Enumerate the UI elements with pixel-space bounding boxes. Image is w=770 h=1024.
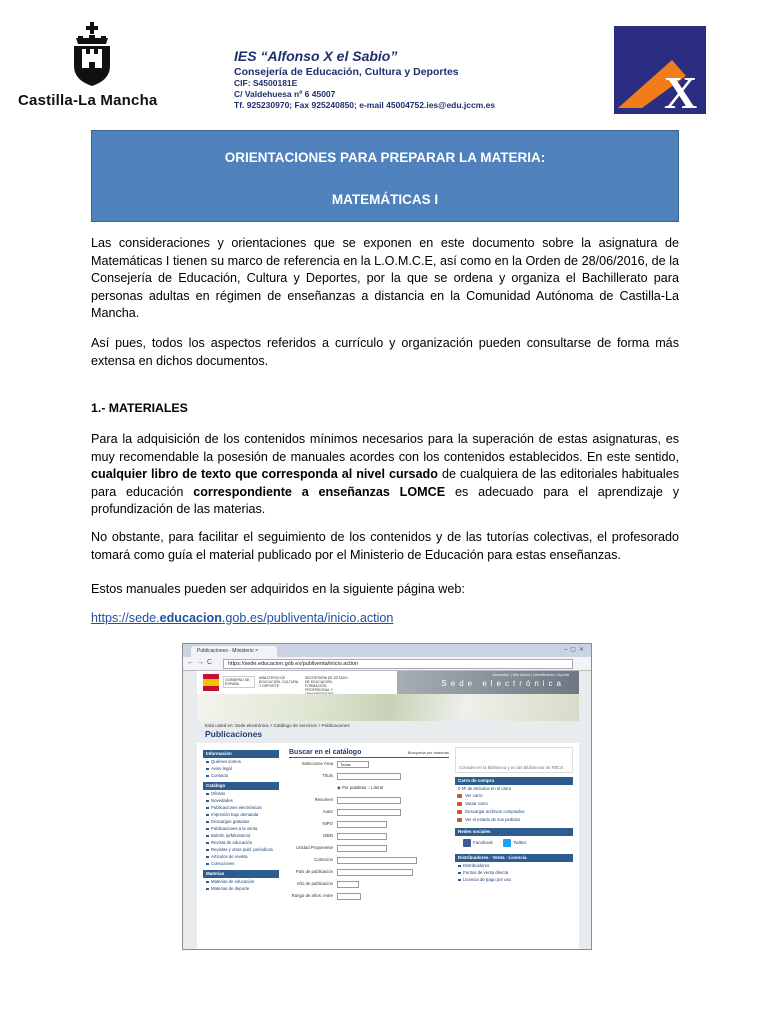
- cif: CIF: S4500181E: [234, 78, 298, 88]
- search-field-row: [289, 821, 449, 830]
- search-field-input: [337, 857, 417, 864]
- site-sidebar-item: Publicaciones electrónicas: [203, 804, 279, 811]
- search-field-row: [289, 833, 449, 842]
- window-controls-icon: –▢✕: [563, 647, 587, 653]
- spain-flag-icon: [203, 674, 219, 691]
- materials-text-e: es adecuado para el aprendizaje y profundización de las materias.: [91, 484, 680, 516]
- search-field-label: Rango de años: entre: [291, 893, 333, 898]
- contact-line: Tf. 925230970; Fax 925240850; e-mail 45004752.ies@edu.jccm.es: [234, 100, 496, 110]
- browser-nav-icons: ←→C: [187, 659, 216, 666]
- site-sidebar-item: Novedades: [203, 797, 279, 804]
- social-title: Redes sociales: [455, 828, 573, 836]
- library-card-text: Consulte en la Biblioteca y en las Bibliotecas de RBCE: [459, 765, 564, 770]
- site-sidebar: [203, 747, 279, 892]
- site-sidebar-item: Descargas gratuitas: [203, 818, 279, 825]
- materials-paragraph-1: [91, 431, 679, 519]
- site-page-title: Publicaciones: [205, 729, 263, 739]
- ministry-label-2: MINISTERIO DE EDUCACIÓN, CULTURA Y DEPORTE: [259, 676, 299, 688]
- search-field-label: Título: [322, 773, 333, 778]
- site-page: [197, 743, 579, 950]
- social-links: [455, 836, 573, 850]
- site-search-form: [289, 749, 449, 902]
- site-sidebar-item: Contacto: [203, 772, 279, 779]
- site-banner: [197, 671, 579, 694]
- ministry-label: GOBIERNO DE ESPAÑA: [223, 676, 255, 688]
- site-sidebar-item: Colecciones: [203, 860, 279, 867]
- intro-paragraph-1: Las consideraciones y orientaciones que se exponen en este documento sobre la asignatura de Matemáticas I tienen su marco de referencia en la L.O.M.C.E, así como en la Orden de 28/06/2016, de la Consejería de Educación, Cultura y Deportes, por la que se ordena y organiza el Bachillerato para personas adultas en régimen de enseñanzas a distancia en la Comunidad Autónoma de Castilla-La Mancha.: [91, 236, 679, 320]
- cart-title: Carro de compra: [455, 777, 573, 785]
- site-sidebar-item: Revista de educación: [203, 839, 279, 846]
- search-field-row: [289, 797, 449, 806]
- search-field-label: Resumen: [314, 797, 333, 802]
- site-sidebar-item: Impresión bajo demanda: [203, 811, 279, 818]
- sede-links: Accesible | Mis datos | Identificarse | Ayuda: [492, 672, 569, 677]
- site-sidebar-item: Revistas y otras publ. periódicas: [203, 846, 279, 853]
- twitter-link: Twitter: [503, 839, 526, 847]
- search-field-input: [337, 773, 401, 780]
- facebook-icon: [463, 839, 471, 847]
- browser-tab: Publicaciones - Ministerio ×: [191, 646, 277, 657]
- cart-button: Ver el estado de sus pedidos: [455, 816, 573, 824]
- link-part-a: https://sede.: [91, 611, 160, 625]
- search-field-input: Todas: [337, 761, 369, 768]
- site-sidebar-heading: Catálogo: [203, 782, 279, 790]
- school-header: [234, 48, 604, 111]
- castle-crest-icon: [70, 22, 114, 88]
- title-box: [91, 130, 679, 222]
- intro-paragraph-2: Así pues, todos los aspectos referidos a currículo y organización pueden consultarse de forma más extensa en dichos documentos.: [91, 336, 679, 368]
- site-sidebar-item: Artículos de revista: [203, 853, 279, 860]
- search-field-label: NIPO: [322, 821, 333, 826]
- browser-tabbar: [183, 644, 591, 657]
- embedded-website-screenshot: [182, 643, 592, 950]
- search-field-input: [337, 869, 413, 876]
- search-field-label: Unidad Proponente: [295, 845, 333, 850]
- search-field-label: Autor: [322, 809, 333, 814]
- cart-button: Ver carro: [455, 792, 573, 800]
- school-logo-graphic: [614, 26, 706, 114]
- site-sidebar-heading: Materias: [203, 870, 279, 878]
- materials-emphasis-lomce: correspondiente a enseñanzas LOMCE: [193, 484, 446, 499]
- search-fields: [289, 761, 449, 902]
- materials-paragraph-2: No obstante, para facilitar el seguimiento de los contenidos y de las tutorías colectivas, el profesorado tomará como guía el material publicado por el Ministerio de Educación para estas enseñanzas.: [91, 530, 679, 562]
- distributor-link: Licencia de pago por uso: [455, 876, 573, 883]
- search-title-text: Buscar en el catálogo: [289, 749, 362, 756]
- site-sidebar-item: Boletín (a/Ministerio): [203, 832, 279, 839]
- site-right-column: [455, 747, 573, 883]
- school-logo: [614, 26, 706, 114]
- search-field-input: [337, 893, 361, 900]
- cart-text: 0 Nº de artículos en el carro: [458, 786, 512, 791]
- browser-address-bar: [183, 657, 591, 671]
- distributor-links: [455, 862, 573, 883]
- search-field-row: [289, 809, 449, 818]
- link-part-c: .gob.es/publiventa/inicio.action: [221, 611, 394, 625]
- search-field-row: [289, 881, 449, 890]
- site-sidebar-item: Quiénes somos: [203, 758, 279, 765]
- twitter-icon: [503, 839, 511, 847]
- cart-button: Vaciar carro: [455, 800, 573, 808]
- school-logo-letter: X: [664, 67, 698, 114]
- site-sidebar-heading: Información: [203, 750, 279, 758]
- search-field-label: País de publicación: [295, 869, 333, 874]
- materials-text-a: Para la adquisición de los contenidos mínimos necesarios para la superación de estas asignaturas, es muy recomendable la posesión de manuales acordes con los contenidos establecidos. En este sentido,: [91, 432, 679, 464]
- distributor-link: Puntos de venta directa: [455, 869, 573, 876]
- hero-image: [197, 694, 579, 721]
- search-field-row: [289, 869, 449, 878]
- section-heading-materiales: 1.- MATERIALES: [91, 401, 188, 415]
- search-field-row: [289, 785, 449, 794]
- department: Consejería de Educación, Cultura y Deportes: [234, 66, 459, 78]
- distributor-link: Distribuidores: [455, 862, 573, 869]
- search-field-row: [289, 773, 449, 782]
- distributors-title: Distribuidores · Venta · Licencia: [455, 854, 573, 862]
- site-sidebar-item: Ofertas: [203, 790, 279, 797]
- search-field-row: [289, 857, 449, 866]
- region-logo-text: Castilla-La Mancha: [18, 92, 158, 109]
- search-field-input: [337, 797, 401, 804]
- search-option: Búsqueda por materias: [407, 750, 449, 755]
- ministry-label-3: SECRETARÍA DE ESTADO DE EDUCACIÓN, FORMACIÓN PROFESIONAL Y: [305, 676, 348, 692]
- sede-title: Sede electrónica: [441, 679, 565, 688]
- browser-url: https://sede.educacion.gob.es/publiventa/inicio.action: [223, 659, 573, 669]
- library-card: [455, 747, 573, 773]
- school-name: IES “Alfonso X el Sabio”: [234, 48, 398, 64]
- title-line-1: ORIENTACIONES PARA PREPARAR LA MATERIA:: [224, 150, 546, 165]
- site-sidebar-item: Publicaciones a la venta: [203, 825, 279, 832]
- sede-banner: [397, 671, 579, 694]
- search-field-label: Año de publicación: [296, 881, 333, 886]
- search-field-row: [289, 845, 449, 854]
- search-title: [289, 749, 449, 758]
- search-field-input: [337, 821, 387, 828]
- search-mode-radios: ◉ Por palabras ○ Literal: [337, 785, 383, 790]
- subject-title: MATEMÁTICAS I: [331, 192, 439, 207]
- link-part-b: educacion: [159, 611, 222, 625]
- cart-buttons: [455, 792, 573, 824]
- facebook-link: Facebook: [463, 839, 493, 847]
- site-breadcrumb: Está usted en: Sede electrónica > Catálogo de servicios > Publicaciones: [205, 723, 350, 728]
- search-field-row: [289, 761, 449, 770]
- search-field-input: [337, 833, 387, 840]
- address: C/ Valdehuesa nº 6 45007: [234, 89, 336, 99]
- search-field-input: [337, 845, 387, 852]
- site-sidebar-item: Materias de deporte: [203, 885, 279, 892]
- search-field-row: [289, 893, 449, 902]
- site-sidebar-item: Aviso legal: [203, 765, 279, 772]
- materials-text-c: de cualquiera de las editoriales habituales para educación: [91, 467, 679, 499]
- materials-emphasis-level: cualquier libro de texto que corresponda al nivel cursado: [91, 467, 438, 481]
- publiventa-link[interactable]: [91, 611, 393, 625]
- search-field-label: Colección: [314, 857, 333, 862]
- materials-paragraph-3: Estos manuales pueden ser adquiridos en la siguiente página web:: [91, 582, 465, 596]
- cart-button: Descargar archivos comprados: [455, 808, 573, 816]
- search-field-label: Seleccione Área: [301, 761, 333, 766]
- search-field-label: ISBN: [322, 833, 333, 838]
- search-field-input: [337, 809, 401, 816]
- search-field-input: [337, 881, 359, 888]
- site-sidebar-item: Materias de educación: [203, 878, 279, 885]
